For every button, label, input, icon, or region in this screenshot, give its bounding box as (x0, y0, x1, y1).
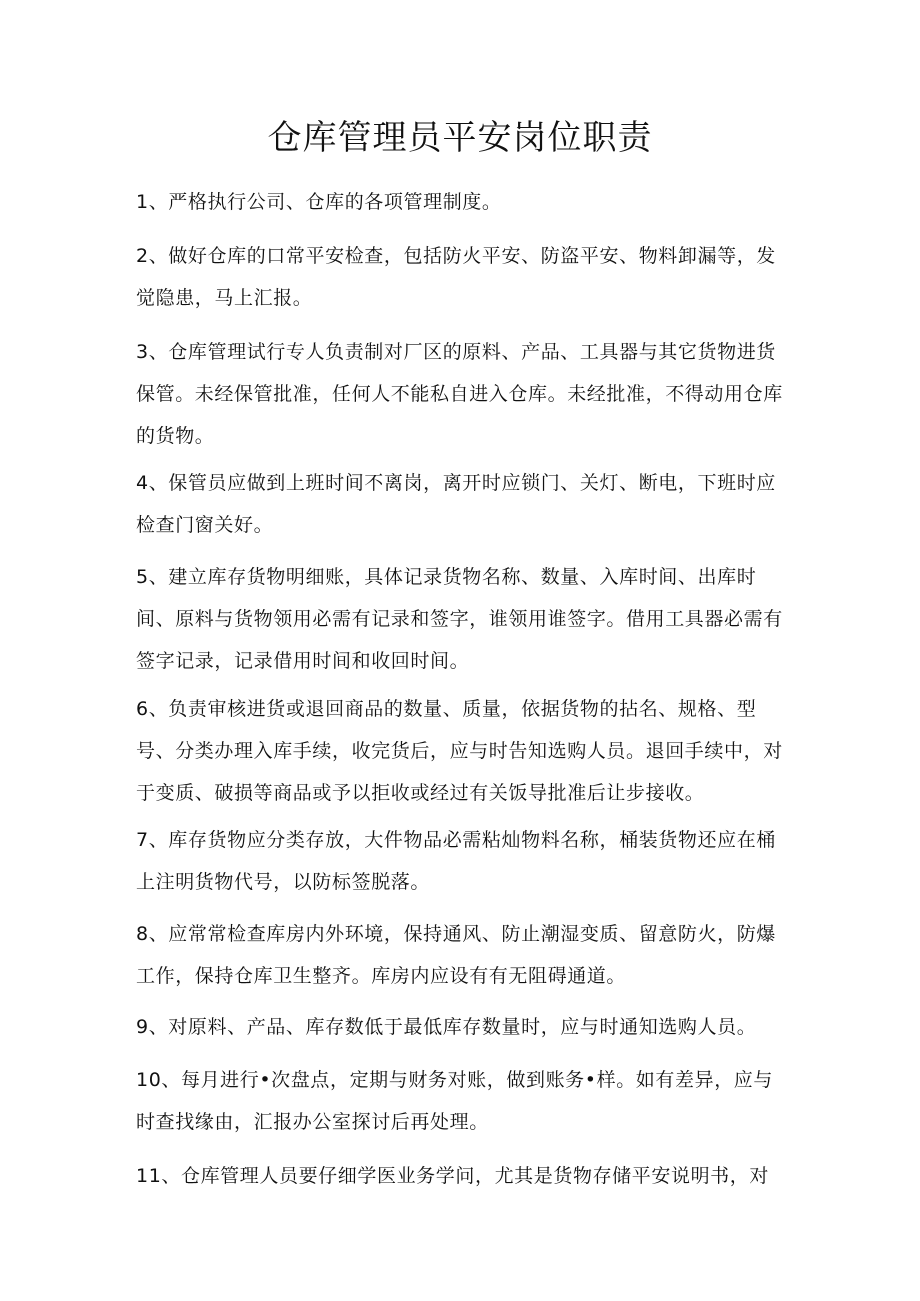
duty-item-9: 9、对原料、产品、库存数低于最低库存数量时，应与时通知选购人员。 (136, 1016, 757, 1038)
duty-item-2: 2、做好仓库的口常平安检查，包括防火平安、防盗平安、物料卸漏等，发觉隐患，马上汇报。 (136, 245, 776, 309)
duty-item-1: 1、严格执行公司、仓库的各项管理制度。 (136, 191, 502, 213)
document-title: 仓库管理员平安岗位职责 (267, 118, 653, 158)
duty-item-11: 11、仓库管理人员要仔细学医业务学问，尤其是货物存储平安说明书，对 (136, 1165, 769, 1187)
duty-item-8: 8、应常常检查库房内外环境，保持通风、防止潮湿变质、留意防火，防爆工作，保持仓库卫生整齐。库房内应设有有无阻碍通道。 (136, 923, 776, 987)
duty-item-3: 3、仓库管理试行专人负责制对厂区的原料、产品、工具器与其它货物进货保管。未经保管批准，任何人不能私自进入仓库。未经批准，不得动用仓库的货物。 (136, 341, 783, 447)
duty-item-10: 10、每月进行•次盘点，定期与财务对账，做到账务•样。如有差异，应与时查找缘由，汇报办公室探讨后再处理。 (136, 1069, 773, 1133)
duty-item-6: 6、负责审核进货或退回商品的数量、质量，依据货物的拈名、规格、型号、分类办理入库手续，收完货后，应与时告知选购人员。退回手续中，对于变质、破损等商品或予以拒收或经过有关饭导批准后让步接收。 (136, 698, 783, 804)
duty-item-4: 4、保管员应做到上班时间不离岗，离开时应锁门、关灯、断电，下班时应检查门窗关好。 (136, 472, 776, 536)
duty-item-7: 7、库存货物应分类存放，大件物品必需粘灿物料名称，桶装货物还应在桶上注明货物代号，以防标签脱落。 (136, 829, 776, 893)
duty-item-5: 5、建立库存货物明细账，具体记录货物名称、数量、入库时间、出库时间、原料与货物领用必需有记录和签字，谁领用谁签字。借用工具器必需有签字记录，记录借用时间和收回时间。 (136, 566, 783, 672)
